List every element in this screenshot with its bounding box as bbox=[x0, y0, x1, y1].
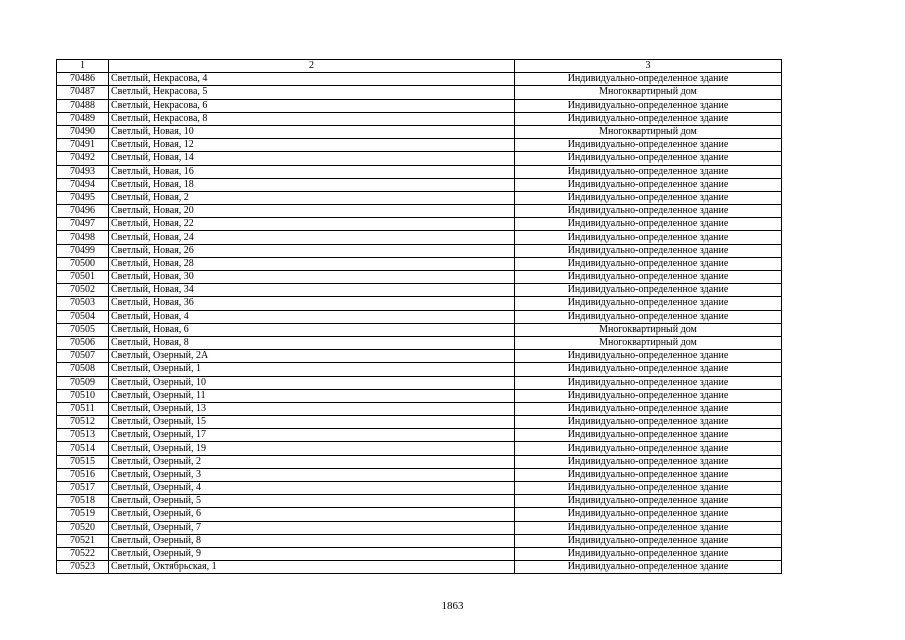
address-cell: Светлый, Некрасова, 8 bbox=[109, 112, 515, 125]
address-cell: Светлый, Новая, 36 bbox=[109, 297, 515, 310]
page-number: 1863 bbox=[441, 600, 464, 612]
building-type-cell: Индивидуально-определенное здание bbox=[515, 402, 782, 415]
record-number-cell: 70523 bbox=[57, 561, 109, 574]
address-cell: Светлый, Новая, 20 bbox=[109, 205, 515, 218]
address-cell: Светлый, Новая, 12 bbox=[109, 139, 515, 152]
building-type-cell: Индивидуально-определенное здание bbox=[515, 429, 782, 442]
address-cell: Светлый, Озерный, 5 bbox=[109, 495, 515, 508]
address-cell: Светлый, Новая, 16 bbox=[109, 165, 515, 178]
building-type-cell: Индивидуально-определенное здание bbox=[515, 271, 782, 284]
table-row bbox=[57, 99, 782, 112]
table-row bbox=[57, 389, 782, 402]
record-number-cell: 70515 bbox=[57, 455, 109, 468]
address-cell: Светлый, Новая, 6 bbox=[109, 323, 515, 336]
table-row bbox=[57, 416, 782, 429]
building-type-cell: Многоквартирный дом bbox=[515, 86, 782, 99]
building-type-cell: Индивидуально-определенное здание bbox=[515, 482, 782, 495]
table-row bbox=[57, 152, 782, 165]
table-row bbox=[57, 442, 782, 455]
record-number-cell: 70490 bbox=[57, 125, 109, 138]
address-cell: Светлый, Озерный, 2 bbox=[109, 455, 515, 468]
address-cell: Светлый, Октябрьская, 1 bbox=[109, 561, 515, 574]
building-type-cell: Индивидуально-определенное здание bbox=[515, 244, 782, 257]
address-cell: Светлый, Озерный, 10 bbox=[109, 376, 515, 389]
address-cell: Светлый, Некрасова, 4 bbox=[109, 73, 515, 86]
address-cell: Светлый, Озерный, 8 bbox=[109, 534, 515, 547]
table-row bbox=[57, 86, 782, 99]
table-row bbox=[57, 534, 782, 547]
record-number-cell: 70500 bbox=[57, 257, 109, 270]
table-row bbox=[57, 482, 782, 495]
table-row bbox=[57, 376, 782, 389]
record-number-cell: 70510 bbox=[57, 389, 109, 402]
record-number-cell: 70509 bbox=[57, 376, 109, 389]
table-row bbox=[57, 521, 782, 534]
table-row bbox=[57, 508, 782, 521]
record-number-cell: 70514 bbox=[57, 442, 109, 455]
record-number-cell: 70495 bbox=[57, 191, 109, 204]
address-cell: Светлый, Новая, 14 bbox=[109, 152, 515, 165]
record-number-cell: 70502 bbox=[57, 284, 109, 297]
table-row bbox=[57, 323, 782, 336]
building-type-cell: Индивидуально-определенное здание bbox=[515, 284, 782, 297]
address-cell: Светлый, Озерный, 3 bbox=[109, 468, 515, 481]
address-cell: Светлый, Новая, 10 bbox=[109, 125, 515, 138]
address-cell: Светлый, Озерный, 13 bbox=[109, 402, 515, 415]
address-cell: Светлый, Озерный, 11 bbox=[109, 389, 515, 402]
table-row bbox=[57, 297, 782, 310]
building-type-cell: Индивидуально-определенное здание bbox=[515, 561, 782, 574]
address-cell: Светлый, Озерный, 17 bbox=[109, 429, 515, 442]
record-number-cell: 70494 bbox=[57, 178, 109, 191]
building-type-cell: Индивидуально-определенное здание bbox=[515, 165, 782, 178]
address-cell: Светлый, Озерный, 19 bbox=[109, 442, 515, 455]
header-row bbox=[57, 60, 782, 73]
record-number-cell: 70519 bbox=[57, 508, 109, 521]
table-row bbox=[57, 139, 782, 152]
address-cell: Светлый, Озерный, 4 bbox=[109, 482, 515, 495]
address-cell: Светлый, Некрасова, 6 bbox=[109, 99, 515, 112]
record-number-cell: 70518 bbox=[57, 495, 109, 508]
address-cell: Светлый, Озерный, 2А bbox=[109, 350, 515, 363]
table-row bbox=[57, 205, 782, 218]
table-row bbox=[57, 547, 782, 560]
record-number-cell: 70498 bbox=[57, 231, 109, 244]
record-number-cell: 70512 bbox=[57, 416, 109, 429]
building-type-cell: Индивидуально-определенное здание bbox=[515, 297, 782, 310]
table-row bbox=[57, 429, 782, 442]
building-type-cell: Индивидуально-определенное здание bbox=[515, 152, 782, 165]
registry-table bbox=[56, 59, 782, 574]
building-type-cell: Многоквартирный дом bbox=[515, 323, 782, 336]
record-number-cell: 70499 bbox=[57, 244, 109, 257]
address-cell: Светлый, Новая, 18 bbox=[109, 178, 515, 191]
building-type-cell: Индивидуально-определенное здание bbox=[515, 442, 782, 455]
table-row bbox=[57, 336, 782, 349]
table-row bbox=[57, 244, 782, 257]
building-type-cell: Индивидуально-определенное здание bbox=[515, 178, 782, 191]
record-number-cell: 70491 bbox=[57, 139, 109, 152]
table-row bbox=[57, 455, 782, 468]
record-number-cell: 70496 bbox=[57, 205, 109, 218]
table-row bbox=[57, 218, 782, 231]
record-number-cell: 70487 bbox=[57, 86, 109, 99]
building-type-cell: Индивидуально-определенное здание bbox=[515, 73, 782, 86]
building-type-cell: Индивидуально-определенное здание bbox=[515, 547, 782, 560]
table-row bbox=[57, 561, 782, 574]
address-cell: Светлый, Новая, 26 bbox=[109, 244, 515, 257]
building-type-cell: Многоквартирный дом bbox=[515, 336, 782, 349]
record-number-cell: 70504 bbox=[57, 310, 109, 323]
record-number-cell: 70521 bbox=[57, 534, 109, 547]
table-body bbox=[57, 60, 782, 574]
table-row bbox=[57, 363, 782, 376]
building-type-cell: Индивидуально-определенное здание bbox=[515, 112, 782, 125]
record-number-cell: 70492 bbox=[57, 152, 109, 165]
building-type-cell: Индивидуально-определенное здание bbox=[515, 468, 782, 481]
building-type-cell: Индивидуально-определенное здание bbox=[515, 310, 782, 323]
table-row bbox=[57, 165, 782, 178]
record-number-cell: 70520 bbox=[57, 521, 109, 534]
address-cell: Светлый, Озерный, 1 bbox=[109, 363, 515, 376]
address-cell: Светлый, Новая, 34 bbox=[109, 284, 515, 297]
address-cell: Светлый, Новая, 30 bbox=[109, 271, 515, 284]
building-type-cell: Индивидуально-определенное здание bbox=[515, 363, 782, 376]
address-cell: Светлый, Новая, 2 bbox=[109, 191, 515, 204]
building-type-cell: Индивидуально-определенное здание bbox=[515, 376, 782, 389]
building-type-cell: Многоквартирный дом bbox=[515, 125, 782, 138]
table-row bbox=[57, 468, 782, 481]
building-type-cell: Индивидуально-определенное здание bbox=[515, 257, 782, 270]
address-cell: Светлый, Новая, 22 bbox=[109, 218, 515, 231]
address-cell: Светлый, Новая, 4 bbox=[109, 310, 515, 323]
table-row bbox=[57, 73, 782, 86]
record-number-cell: 70486 bbox=[57, 73, 109, 86]
record-number-cell: 70522 bbox=[57, 547, 109, 560]
column-header-1: 1 bbox=[57, 60, 109, 73]
table-row bbox=[57, 271, 782, 284]
building-type-cell: Индивидуально-определенное здание bbox=[515, 521, 782, 534]
building-type-cell: Индивидуально-определенное здание bbox=[515, 389, 782, 402]
address-cell: Светлый, Новая, 24 bbox=[109, 231, 515, 244]
address-cell: Светлый, Озерный, 15 bbox=[109, 416, 515, 429]
table-row bbox=[57, 350, 782, 363]
record-number-cell: 70489 bbox=[57, 112, 109, 125]
table-row bbox=[57, 495, 782, 508]
record-number-cell: 70493 bbox=[57, 165, 109, 178]
table-row bbox=[57, 125, 782, 138]
address-cell: Светлый, Озерный, 7 bbox=[109, 521, 515, 534]
building-type-cell: Индивидуально-определенное здание bbox=[515, 455, 782, 468]
record-number-cell: 70516 bbox=[57, 468, 109, 481]
table-row bbox=[57, 191, 782, 204]
table-row bbox=[57, 257, 782, 270]
table-row bbox=[57, 112, 782, 125]
building-type-cell: Индивидуально-определенное здание bbox=[515, 416, 782, 429]
record-number-cell: 70505 bbox=[57, 323, 109, 336]
record-number-cell: 70488 bbox=[57, 99, 109, 112]
building-type-cell: Индивидуально-определенное здание bbox=[515, 350, 782, 363]
table-row bbox=[57, 310, 782, 323]
building-type-cell: Индивидуально-определенное здание bbox=[515, 495, 782, 508]
record-number-cell: 70511 bbox=[57, 402, 109, 415]
building-type-cell: Индивидуально-определенное здание bbox=[515, 534, 782, 547]
table-row bbox=[57, 231, 782, 244]
table-row bbox=[57, 178, 782, 191]
building-type-cell: Индивидуально-определенное здание bbox=[515, 191, 782, 204]
address-cell: Светлый, Новая, 28 bbox=[109, 257, 515, 270]
building-type-cell: Индивидуально-определенное здание bbox=[515, 218, 782, 231]
building-type-cell: Индивидуально-определенное здание bbox=[515, 205, 782, 218]
table-row bbox=[57, 284, 782, 297]
record-number-cell: 70517 bbox=[57, 482, 109, 495]
record-number-cell: 70501 bbox=[57, 271, 109, 284]
building-type-cell: Индивидуально-определенное здание bbox=[515, 99, 782, 112]
record-number-cell: 70507 bbox=[57, 350, 109, 363]
record-number-cell: 70497 bbox=[57, 218, 109, 231]
address-cell: Светлый, Озерный, 9 bbox=[109, 547, 515, 560]
address-cell: Светлый, Новая, 8 bbox=[109, 336, 515, 349]
table-row bbox=[57, 402, 782, 415]
record-number-cell: 70513 bbox=[57, 429, 109, 442]
building-type-cell: Индивидуально-определенное здание bbox=[515, 139, 782, 152]
column-header-3: 3 bbox=[515, 60, 782, 73]
column-header-2: 2 bbox=[109, 60, 515, 73]
record-number-cell: 70508 bbox=[57, 363, 109, 376]
building-type-cell: Индивидуально-определенное здание bbox=[515, 231, 782, 244]
address-cell: Светлый, Некрасова, 5 bbox=[109, 86, 515, 99]
building-type-cell: Индивидуально-определенное здание bbox=[515, 508, 782, 521]
record-number-cell: 70503 bbox=[57, 297, 109, 310]
record-number-cell: 70506 bbox=[57, 336, 109, 349]
address-cell: Светлый, Озерный, 6 bbox=[109, 508, 515, 521]
